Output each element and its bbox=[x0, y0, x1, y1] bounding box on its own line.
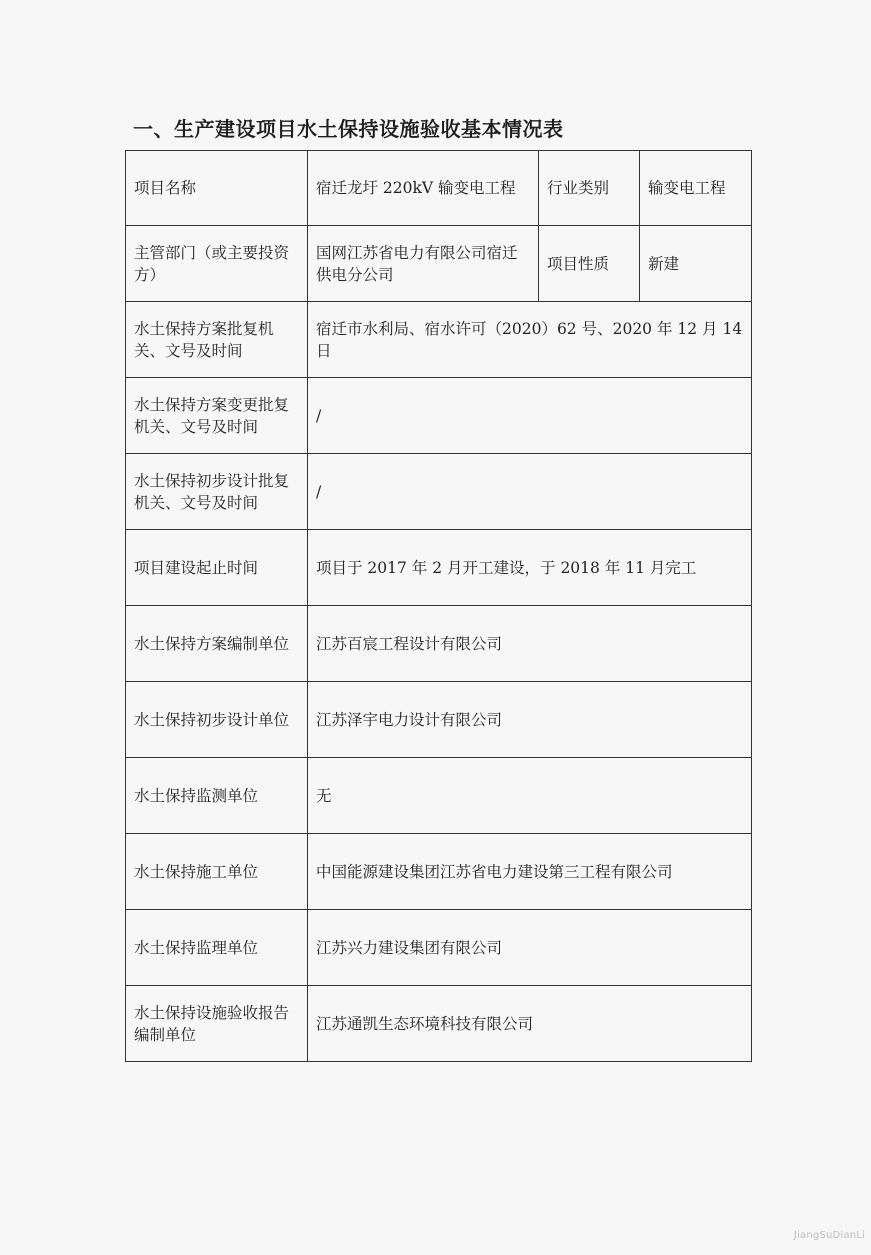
page-title: 一、生产建设项目水土保持设施验收基本情况表 bbox=[133, 117, 564, 141]
row-value: / bbox=[308, 378, 752, 454]
table-row bbox=[126, 302, 752, 378]
table-row bbox=[126, 910, 752, 986]
row-sub-label: 行业类别 bbox=[539, 151, 640, 226]
row-label: 水土保持设施验收报告编制单位 bbox=[126, 986, 308, 1062]
table-row bbox=[126, 151, 752, 226]
table-row bbox=[126, 682, 752, 758]
table-row bbox=[126, 834, 752, 910]
table-row bbox=[126, 986, 752, 1062]
row-label: 水土保持初步设计批复机关、文号及时间 bbox=[126, 454, 308, 530]
row-label: 水土保持方案编制单位 bbox=[126, 606, 308, 682]
row-value: 江苏泽宇电力设计有限公司 bbox=[308, 682, 752, 758]
table-row bbox=[126, 454, 752, 530]
row-value: 项目于 2017 年 2 月开工建设，于 2018 年 11 月完工 bbox=[308, 530, 752, 606]
watermark: JiangSuDianLi bbox=[793, 1230, 865, 1241]
row-value: 无 bbox=[308, 758, 752, 834]
table-row bbox=[126, 758, 752, 834]
table-row bbox=[126, 378, 752, 454]
row-value: 江苏百宸工程设计有限公司 bbox=[308, 606, 752, 682]
row-value: 江苏通凯生态环境科技有限公司 bbox=[308, 986, 752, 1062]
table-row bbox=[126, 606, 752, 682]
row-sub-value: 新建 bbox=[640, 226, 752, 302]
row-label: 水土保持方案批复机关、文号及时间 bbox=[126, 302, 308, 378]
row-value: 宿迁龙圩 220kV 输变电工程 bbox=[308, 151, 539, 226]
row-label: 水土保持施工单位 bbox=[126, 834, 308, 910]
row-value: 中国能源建设集团江苏省电力建设第三工程有限公司 bbox=[308, 834, 752, 910]
row-value: 国网江苏省电力有限公司宿迁供电分公司 bbox=[308, 226, 539, 302]
row-value: 宿迁市水利局、宿水许可（2020）62 号、2020 年 12 月 14 日 bbox=[308, 302, 752, 378]
row-label: 水土保持监测单位 bbox=[126, 758, 308, 834]
row-sub-value: 输变电工程 bbox=[640, 151, 752, 226]
row-value: / bbox=[308, 454, 752, 530]
row-label: 水土保持初步设计单位 bbox=[126, 682, 308, 758]
row-sub-label: 项目性质 bbox=[539, 226, 640, 302]
row-label: 项目建设起止时间 bbox=[126, 530, 308, 606]
row-label: 主管部门（或主要投资方） bbox=[126, 226, 308, 302]
row-label: 项目名称 bbox=[126, 151, 308, 226]
table-row bbox=[126, 530, 752, 606]
basic-info-table bbox=[125, 150, 752, 1062]
row-label: 水土保持方案变更批复机关、文号及时间 bbox=[126, 378, 308, 454]
row-value: 江苏兴力建设集团有限公司 bbox=[308, 910, 752, 986]
row-label: 水土保持监理单位 bbox=[126, 910, 308, 986]
table-row bbox=[126, 226, 752, 302]
